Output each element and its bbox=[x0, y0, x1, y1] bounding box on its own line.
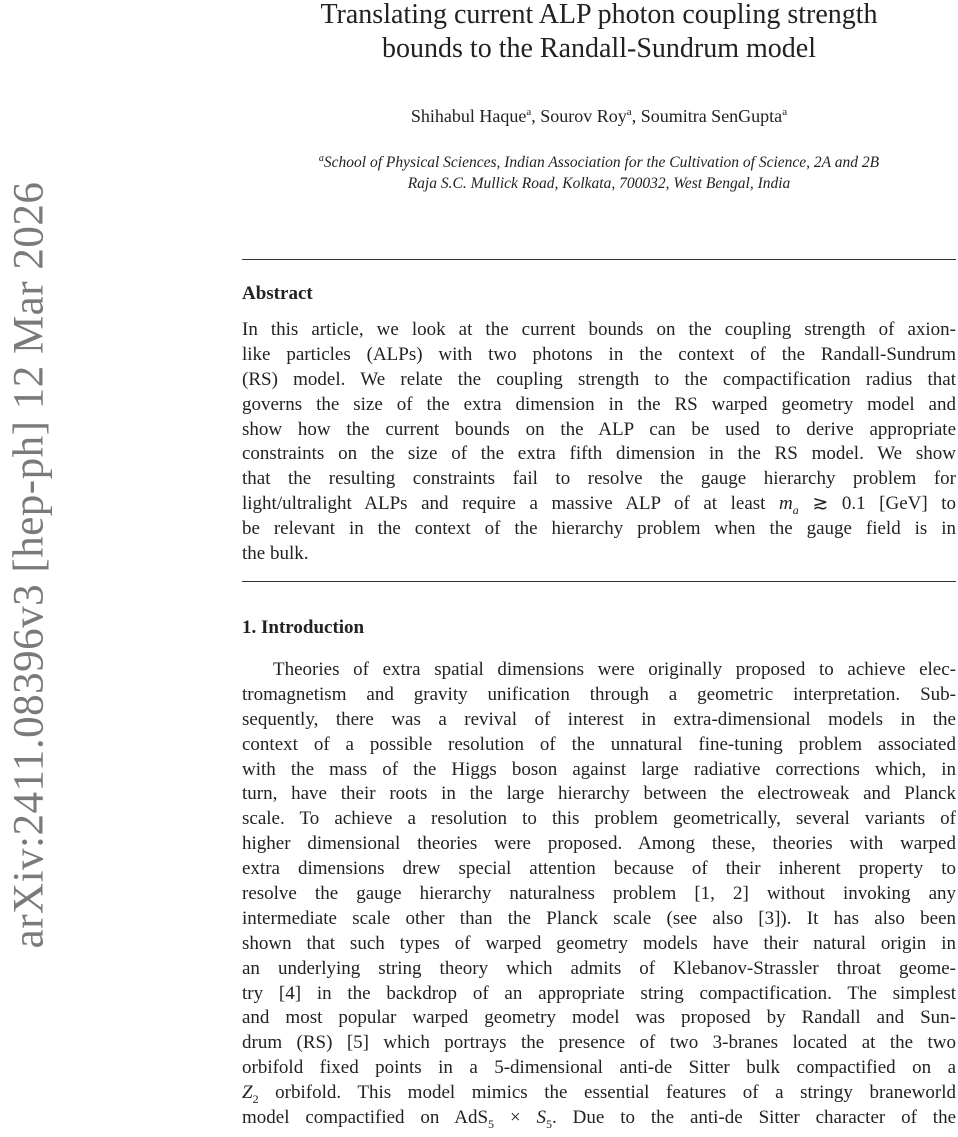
author-affiliation-mark: a bbox=[782, 106, 788, 118]
abstract-line: that the resulting constraints fail to resolve the gauge hierarchy problem for bbox=[242, 468, 956, 490]
abstract-line: In this article, we look at the current bounds on the coupling strength of axion- bbox=[242, 319, 956, 340]
ads-subscript: 5 bbox=[488, 1116, 495, 1131]
arxiv-sidebar bbox=[4, 181, 54, 949]
intro-line: context of a possible resolution of the unnatural fine-tuning problem associated bbox=[242, 733, 956, 755]
mass-symbol: m bbox=[779, 493, 793, 515]
author-affiliation-mark: a bbox=[626, 106, 632, 118]
intro-line: turn, have their roots in the large hierarchy between the electroweak and Planck bbox=[242, 783, 956, 805]
intro-line: resolve the gauge hierarchy naturalness problem [1, 2] without invoking any bbox=[242, 883, 956, 905]
author-name: Sourov Roy bbox=[540, 106, 627, 126]
intro-line: try [4] in the backdrop of an appropriate string compactification. The simplest bbox=[242, 982, 956, 1004]
abstract-line: be relevant in the context of the hierarchy problem when the gauge field is in bbox=[242, 518, 956, 540]
intro-line: and most popular warped geometry model was proposed by Randall and Sun- bbox=[242, 1007, 956, 1029]
abstract-heading: Abstract bbox=[242, 283, 313, 304]
author-affiliation-mark: a bbox=[526, 106, 532, 118]
intro-line: extra dimensions drew special attention because of their inherent property to bbox=[242, 858, 956, 880]
abstract-top-rule bbox=[242, 259, 956, 260]
abstract-line: constraints on the size of the extra fifth dimension in the RS model. We show bbox=[242, 443, 956, 465]
title-line: Translating current ALP photon coupling strength bbox=[320, 0, 878, 30]
intro-line: Theories of extra spatial dimensions were originally proposed to achieve elec- bbox=[273, 659, 956, 680]
intro-line: sequently, there was a revival of interest in extra-dimensional models in the bbox=[242, 708, 956, 730]
mass-relation: ≳ bbox=[812, 493, 829, 515]
intro-line: scale. To achieve a resolution to this problem geometrically, several variants of bbox=[242, 808, 956, 830]
z-subscript: 2 bbox=[252, 1091, 259, 1106]
intro-line: higher dimensional theories were proposed. Among these, theories with warped bbox=[242, 833, 956, 855]
arxiv-identifier: arXiv:2411.08396v3 [hep-ph] 12 Mar 2026 bbox=[5, 181, 53, 949]
abstract-line: light/ultralight ALPs and require a massive ALP of at least $m_a$ ≳ 0.1 [GeV] to bbox=[242, 493, 957, 518]
intro-line: tromagnetism and gravity unification through a geometric interpretation. Sub- bbox=[242, 683, 956, 705]
intro-line: intermediate scale other than the Planck scale (see also [3]). It has also been bbox=[242, 907, 956, 929]
intro-line: model compactified on $AdS_5 \times S_5$. Due to the anti-de Sitter character of the bbox=[242, 1107, 957, 1131]
intro-line: with the mass of the Higgs boson against large radiative corrections which, in bbox=[242, 758, 956, 780]
z-symbol: Z bbox=[242, 1082, 253, 1104]
intro-line: an underlying string theory which admits of Klebanov-Strassler throat geome- bbox=[242, 957, 956, 979]
author-name: Shihabul Haque bbox=[410, 106, 527, 126]
s-subscript: 5 bbox=[546, 1116, 553, 1131]
abstract-body bbox=[242, 318, 956, 567]
introduction-heading: 1. Introduction bbox=[242, 617, 365, 638]
intro-line: orbifold fixed points in a 5-dimensional anti-de Sitter bulk compactified on a bbox=[242, 1057, 956, 1079]
author-list: Shihabul Haque$^a$, Sourov Roy$^a$, Soumitra SenGupta$^a$ bbox=[410, 106, 788, 126]
affiliation-line: $^a$School of Physical Sciences, Indian Association for the Cultivation of Science, 2A and 2B bbox=[318, 153, 880, 172]
abstract-line: the bulk. bbox=[242, 543, 309, 565]
abstract-line: governs the size of the extra dimension in the RS warped geometry model and bbox=[242, 393, 956, 415]
paper-title bbox=[242, 0, 956, 66]
author-name: Soumitra SenGupta bbox=[640, 106, 783, 126]
affiliation-line: Raja S.C. Mullick Road, Kolkata, 700032, West Bengal, India bbox=[407, 175, 791, 193]
affiliation bbox=[242, 148, 956, 194]
introduction-body bbox=[242, 658, 956, 1131]
s-symbol: S bbox=[536, 1107, 547, 1129]
intro-line: $Z_2$ orbifold. This model mimics the essential features of a stringy braneworld bbox=[242, 1082, 956, 1106]
affiliation-mark: a bbox=[318, 153, 324, 164]
title-line: bounds to the Randall-Sundrum model bbox=[382, 33, 816, 64]
times-symbol: × bbox=[509, 1107, 521, 1129]
abstract-line: show how the current bounds on the ALP can be used to derive appropriate bbox=[242, 418, 956, 440]
intro-line: shown that such types of warped geometry models have their natural origin in bbox=[242, 932, 956, 954]
abstract-line: (RS) model. We relate the coupling strength to the compactification radius that bbox=[242, 368, 956, 390]
abstract-line: like particles (ALPs) with two photons in the context of the Randall-Sundrum bbox=[242, 343, 956, 365]
mass-value: 0.1 [GeV] to bbox=[841, 493, 957, 515]
abstract-bottom-rule bbox=[242, 581, 956, 582]
mass-subscript: a bbox=[792, 503, 799, 518]
intro-line: drum (RS) [5] which portrays the presence of two 3-branes located at the two bbox=[242, 1032, 956, 1054]
